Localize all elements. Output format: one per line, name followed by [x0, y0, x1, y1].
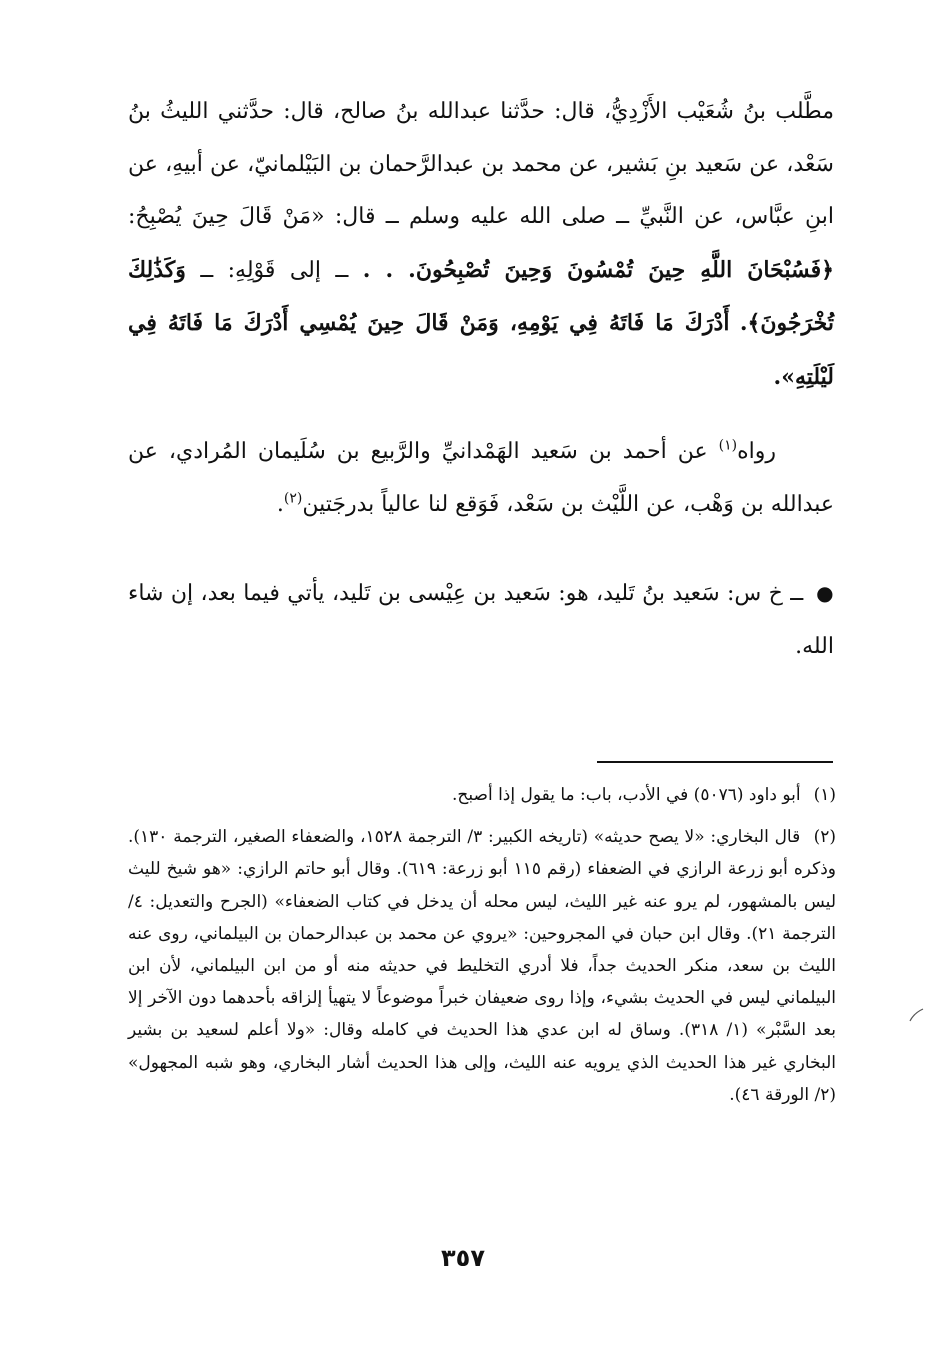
paragraph-narration: [128, 426, 834, 531]
footnote-text: قال البخاري: «لا يصح حديثه» (تاريخه الكبير: ٣/ الترجمة ١٥٢٨، والضعفاء الصغير، الترجمة ١٣٠). وذكره أبو زرعة الرازي في الضعفاء (رقم ١١٥ أبو زرعة: ٦١٩). وقال أبو حاتم الرازي: «هو شيخ لليث ليس بالمشهور، لم يرو عنه غير الليث، ليس محله أن يدخل في كتاب الضعفاء» (الجرح والتعديل: ٤/ الترجمة ٢١). وقال ابن حبان في المجروحين: «يروي عن محمد بن عبدالرحمان بن البيلماني، روى عنه الليث بن سعد، منكر الحديث جداً، فلا أدري التخليط في حديثه منه أو من ابن البيلماني، لأن ابن البيلماني ليس في الحديث بشيء، وإذا روى ضعيفان خبراً موضوعاً لا يتهيأ إلزاقه بأحدهما دون الآخر إلا بعد السَّبْر» (١/ ٣١٨). وساق له ابن عدي هذا الحديث في كامله وقال: «ولا أعلم لسعيد بن بشير البخاري غير هذا الحديث الذي يرويه عنه الليث، وإلى هذا الحديث أشار البخاري، وهو شبه المجهول» (٢/ الورقة ٤٦).: [128, 827, 837, 1105]
footnote-separator: [597, 761, 833, 763]
footnote-number: (١): [813, 785, 836, 805]
footnote-2: [128, 821, 836, 1111]
bullet-icon: ●: [816, 581, 835, 605]
footnotes: [128, 779, 836, 1111]
paragraph-hadith: [128, 86, 834, 404]
pen-mark-icon: [908, 1008, 924, 1026]
footnote-text: أبو داود (٥٠٧٦) في الأدب، باب: ما يقول إذا أصبح.: [452, 785, 801, 805]
quran-quote-end: وَكَذَٰلِكَ تُخْرَجُونَ﴾.: [128, 256, 834, 336]
footnote-ref-1[interactable]: (١): [718, 437, 738, 454]
hadith-ending-text: أَدْرَكَ مَا فَاتَهُ فِي يَوْمِهِ، وَمَنْ قَالَ حِينَ يُمْسِي أَدْرَكَ مَا فَاتَهُ فِي لَيْلَتِهِ».: [128, 310, 834, 390]
narration-text: عن أحمد بن سَعيد الهَمْدانيِّ والرَّبيع بن سُلَيمان المُرادي، عن عبدالله بن وَهْب، عن اللَّيْث بن سَعْد، فَوَقع لنا عالياً بدرجَتين: [128, 439, 834, 517]
paragraph-entry: [128, 567, 834, 673]
quran-quote-start: ﴿فَسُبْحَانَ اللَّهِ حِينَ تُمْسُونَ وَحِينَ تُصْبِحُونَ. . .: [362, 256, 834, 283]
narration-intro: رواه: [737, 439, 776, 464]
entry-text: ــ خ س: سَعيد بنُ تَليد، هو: سَعيد بن عِيْسى بن تَليد، يأتي فيما بعد، إن شاء الله.: [128, 581, 834, 659]
hadith-chain-text: مطَّلب بنُ شُعَيْب الأَزْدِيُّ، قال: حدَّثنا عبدالله بنُ صالح، قال: حدَّثني الليثُ بنُ سَعْد، عن سَعيد بنِ بَشير، عن محمد بن عبدالرَّحمان بن البَيْلمانيّ، عن أبيهِ، عن ابنِ عبَّاس، عن النَّبيِّ ــ صلى الله عليه وسلم ــ قال: «مَنْ قَالَ حِينَ يُصْبِحُ:: [128, 99, 834, 229]
footnote-number: (٢): [813, 827, 837, 848]
footnote-1: [128, 779, 836, 811]
footnote-ref-2[interactable]: (٢): [283, 490, 303, 507]
quran-ellipsis-note: ــ إلى قَوْلِهِ: ــ: [200, 257, 349, 283]
narration-end: .: [276, 491, 284, 517]
page-number: ٣٥٧: [441, 1244, 485, 1272]
main-text: [128, 86, 834, 673]
